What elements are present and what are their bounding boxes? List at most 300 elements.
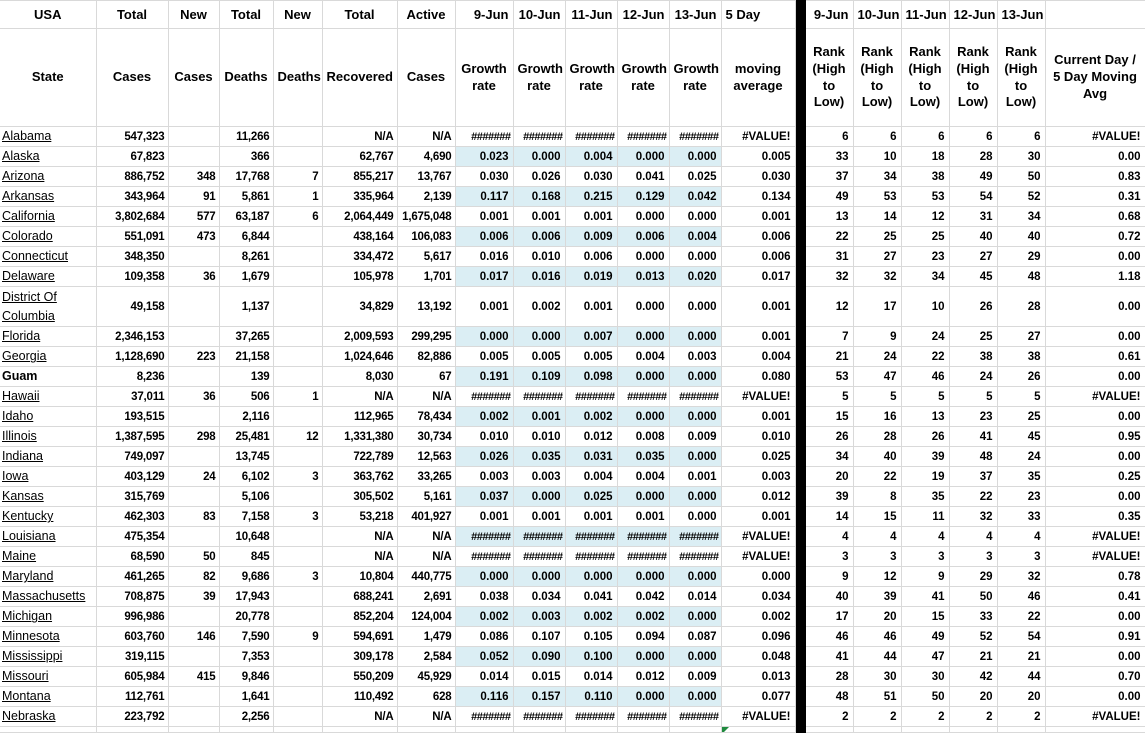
cell-rank-12jun[interactable]: 27 — [949, 247, 997, 267]
cell-active-cases[interactable]: 5,161 — [397, 487, 455, 507]
cell-current-day-ratio[interactable]: 0.00 — [1045, 327, 1145, 347]
cell-total-deaths[interactable]: 1,641 — [219, 687, 273, 707]
cell-active-cases[interactable]: 33,265 — [397, 467, 455, 487]
cell-growth-9jun[interactable]: 0.037 — [455, 487, 513, 507]
state-cell[interactable]: Michigan — [0, 607, 96, 627]
cell-growth-10jun[interactable]: 0.003 — [513, 467, 565, 487]
empty-cell[interactable] — [617, 727, 669, 733]
cell-recovered[interactable]: 335,964 — [322, 187, 397, 207]
cell-active-cases[interactable]: 2,584 — [397, 647, 455, 667]
cell-total-deaths[interactable]: 139 — [219, 367, 273, 387]
cell-new-cases[interactable]: 91 — [168, 187, 219, 207]
cell-new-cases[interactable]: 146 — [168, 627, 219, 647]
cell-growth-12jun[interactable]: 0.004 — [617, 347, 669, 367]
cell-active-cases[interactable]: N/A — [397, 527, 455, 547]
cell-new-deaths[interactable] — [273, 547, 322, 567]
cell-recovered[interactable]: 62,767 — [322, 147, 397, 167]
cell-total-deaths[interactable]: 6,844 — [219, 227, 273, 247]
cell-rank-9jun[interactable]: 20 — [805, 467, 853, 487]
column-header[interactable]: Growth rate — [513, 29, 565, 127]
column-header[interactable]: Cases — [168, 29, 219, 127]
cell-growth-12jun[interactable]: 0.008 — [617, 427, 669, 447]
cell-total-deaths[interactable]: 37,265 — [219, 327, 273, 347]
cell-5day-moving-average[interactable]: 0.001 — [721, 207, 795, 227]
cell-5day-moving-average[interactable]: 0.077 — [721, 687, 795, 707]
column-header[interactable]: USA — [0, 1, 96, 29]
cell-current-day-ratio[interactable]: 0.78 — [1045, 567, 1145, 587]
cell-total-deaths[interactable]: 25,481 — [219, 427, 273, 447]
cell-rank-10jun[interactable]: 10 — [853, 147, 901, 167]
cell-total-deaths[interactable]: 7,353 — [219, 647, 273, 667]
column-header[interactable]: Deaths — [273, 29, 322, 127]
cell-growth-11jun[interactable]: 0.031 — [565, 447, 617, 467]
cell-rank-12jun[interactable]: 50 — [949, 587, 997, 607]
cell-total-deaths[interactable]: 20,778 — [219, 607, 273, 627]
cell-growth-12jun[interactable]: 0.012 — [617, 667, 669, 687]
cell-rank-9jun[interactable]: 7 — [805, 327, 853, 347]
column-header[interactable]: Recovered — [322, 29, 397, 127]
cell-5day-moving-average[interactable]: 0.010 — [721, 427, 795, 447]
cell-recovered[interactable]: N/A — [322, 127, 397, 147]
cell-active-cases[interactable]: 82,886 — [397, 347, 455, 367]
cell-rank-9jun[interactable]: 3 — [805, 547, 853, 567]
cell-rank-9jun[interactable]: 22 — [805, 227, 853, 247]
cell-total-cases[interactable]: 348,350 — [96, 247, 168, 267]
cell-total-deaths[interactable]: 21,158 — [219, 347, 273, 367]
cell-growth-12jun[interactable]: ####### — [617, 707, 669, 727]
cell-new-cases[interactable] — [168, 487, 219, 507]
cell-growth-11jun[interactable]: 0.004 — [565, 147, 617, 167]
column-header[interactable]: Cases — [397, 29, 455, 127]
cell-new-cases[interactable] — [168, 147, 219, 167]
cell-growth-11jun[interactable]: ####### — [565, 387, 617, 407]
cell-rank-12jun[interactable]: 41 — [949, 427, 997, 447]
cell-rank-10jun[interactable]: 15 — [853, 507, 901, 527]
cell-rank-12jun[interactable]: 20 — [949, 687, 997, 707]
cell-growth-10jun[interactable]: 0.000 — [513, 147, 565, 167]
cell-current-day-ratio[interactable]: #VALUE! — [1045, 547, 1145, 567]
column-header[interactable]: Deaths — [219, 29, 273, 127]
empty-cell[interactable] — [721, 727, 795, 733]
cell-rank-11jun[interactable]: 6 — [901, 127, 949, 147]
cell-rank-11jun[interactable]: 15 — [901, 607, 949, 627]
column-header[interactable]: 13-Jun — [997, 1, 1045, 29]
cell-5day-moving-average[interactable]: 0.017 — [721, 267, 795, 287]
cell-recovered[interactable]: 550,209 — [322, 667, 397, 687]
cell-rank-13jun[interactable]: 54 — [997, 627, 1045, 647]
cell-new-deaths[interactable]: 7 — [273, 167, 322, 187]
cell-rank-13jun[interactable]: 45 — [997, 427, 1045, 447]
cell-total-cases[interactable]: 708,875 — [96, 587, 168, 607]
cell-recovered[interactable]: 2,064,449 — [322, 207, 397, 227]
cell-new-deaths[interactable]: 6 — [273, 207, 322, 227]
cell-rank-12jun[interactable]: 54 — [949, 187, 997, 207]
cell-5day-moving-average[interactable]: 0.006 — [721, 247, 795, 267]
cell-rank-10jun[interactable]: 51 — [853, 687, 901, 707]
cell-growth-11jun[interactable]: 0.005 — [565, 347, 617, 367]
cell-growth-9jun[interactable]: 0.001 — [455, 207, 513, 227]
cell-growth-9jun[interactable]: 0.000 — [455, 327, 513, 347]
cell-rank-13jun[interactable]: 21 — [997, 647, 1045, 667]
cell-growth-11jun[interactable]: ####### — [565, 707, 617, 727]
state-cell[interactable]: Kansas — [0, 487, 96, 507]
cell-new-deaths[interactable] — [273, 327, 322, 347]
cell-rank-10jun[interactable]: 3 — [853, 547, 901, 567]
cell-growth-11jun[interactable]: 0.007 — [565, 327, 617, 347]
cell-growth-12jun[interactable]: 0.000 — [617, 147, 669, 167]
cell-new-deaths[interactable]: 12 — [273, 427, 322, 447]
state-cell[interactable]: Hawaii — [0, 387, 96, 407]
column-header[interactable]: 10-Jun — [853, 1, 901, 29]
cell-rank-13jun[interactable]: 33 — [997, 507, 1045, 527]
cell-rank-11jun[interactable]: 10 — [901, 287, 949, 327]
cell-recovered[interactable]: N/A — [322, 547, 397, 567]
state-cell[interactable]: Missouri — [0, 667, 96, 687]
cell-growth-9jun[interactable]: 0.117 — [455, 187, 513, 207]
cell-rank-10jun[interactable]: 9 — [853, 327, 901, 347]
cell-growth-10jun[interactable]: 0.000 — [513, 567, 565, 587]
cell-new-deaths[interactable] — [273, 707, 322, 727]
cell-total-cases[interactable]: 996,986 — [96, 607, 168, 627]
cell-growth-10jun[interactable]: 0.000 — [513, 487, 565, 507]
cell-new-deaths[interactable] — [273, 287, 322, 327]
cell-current-day-ratio[interactable]: 0.00 — [1045, 147, 1145, 167]
cell-recovered[interactable]: 8,030 — [322, 367, 397, 387]
cell-recovered[interactable]: 1,331,380 — [322, 427, 397, 447]
cell-total-deaths[interactable]: 10,648 — [219, 527, 273, 547]
cell-growth-11jun[interactable]: ####### — [565, 127, 617, 147]
cell-active-cases[interactable]: N/A — [397, 127, 455, 147]
cell-total-deaths[interactable]: 2,256 — [219, 707, 273, 727]
cell-new-deaths[interactable] — [273, 367, 322, 387]
cell-growth-12jun[interactable]: 0.000 — [617, 487, 669, 507]
cell-rank-13jun[interactable]: 2 — [997, 707, 1045, 727]
empty-cell[interactable] — [513, 727, 565, 733]
cell-growth-9jun[interactable]: 0.006 — [455, 227, 513, 247]
cell-rank-9jun[interactable]: 33 — [805, 147, 853, 167]
cell-5day-moving-average[interactable]: 0.012 — [721, 487, 795, 507]
cell-growth-13jun[interactable]: 0.000 — [669, 367, 721, 387]
cell-rank-13jun[interactable]: 6 — [997, 127, 1045, 147]
cell-total-deaths[interactable]: 63,187 — [219, 207, 273, 227]
cell-rank-12jun[interactable]: 45 — [949, 267, 997, 287]
cell-growth-11jun[interactable]: 0.002 — [565, 607, 617, 627]
cell-total-cases[interactable]: 319,115 — [96, 647, 168, 667]
cell-total-cases[interactable]: 547,323 — [96, 127, 168, 147]
cell-active-cases[interactable]: 67 — [397, 367, 455, 387]
cell-growth-9jun[interactable]: 0.014 — [455, 667, 513, 687]
cell-rank-12jun[interactable]: 5 — [949, 387, 997, 407]
cell-active-cases[interactable]: 5,617 — [397, 247, 455, 267]
cell-rank-12jun[interactable]: 2 — [949, 707, 997, 727]
empty-cell[interactable] — [669, 727, 721, 733]
cell-new-cases[interactable] — [168, 407, 219, 427]
cell-growth-13jun[interactable]: 0.025 — [669, 167, 721, 187]
empty-cell[interactable] — [997, 727, 1045, 733]
cell-new-deaths[interactable]: 3 — [273, 467, 322, 487]
cell-total-deaths[interactable]: 5,106 — [219, 487, 273, 507]
state-cell[interactable]: Guam — [0, 367, 96, 387]
cell-5day-moving-average[interactable]: 0.001 — [721, 407, 795, 427]
cell-growth-12jun[interactable]: 0.041 — [617, 167, 669, 187]
cell-recovered[interactable]: 722,789 — [322, 447, 397, 467]
cell-rank-12jun[interactable]: 3 — [949, 547, 997, 567]
cell-growth-11jun[interactable]: 0.030 — [565, 167, 617, 187]
cell-growth-11jun[interactable]: 0.006 — [565, 247, 617, 267]
cell-rank-13jun[interactable]: 34 — [997, 207, 1045, 227]
cell-growth-12jun[interactable]: 0.013 — [617, 267, 669, 287]
cell-rank-12jun[interactable]: 24 — [949, 367, 997, 387]
cell-5day-moving-average[interactable]: 0.001 — [721, 327, 795, 347]
cell-growth-12jun[interactable]: 0.000 — [617, 647, 669, 667]
cell-total-cases[interactable]: 551,091 — [96, 227, 168, 247]
cell-5day-moving-average[interactable]: 0.003 — [721, 467, 795, 487]
column-header[interactable]: Rank (High to Low) — [997, 29, 1045, 127]
cell-current-day-ratio[interactable]: 0.95 — [1045, 427, 1145, 447]
cell-growth-11jun[interactable]: 0.110 — [565, 687, 617, 707]
cell-new-cases[interactable] — [168, 287, 219, 327]
cell-growth-10jun[interactable]: 0.003 — [513, 607, 565, 627]
empty-cell[interactable] — [0, 727, 96, 733]
cell-growth-9jun[interactable]: 0.016 — [455, 247, 513, 267]
cell-new-cases[interactable] — [168, 707, 219, 727]
cell-growth-9jun[interactable]: ####### — [455, 707, 513, 727]
cell-growth-11jun[interactable]: 0.004 — [565, 467, 617, 487]
cell-current-day-ratio[interactable]: 0.41 — [1045, 587, 1145, 607]
cell-5day-moving-average[interactable]: 0.080 — [721, 367, 795, 387]
cell-rank-10jun[interactable]: 28 — [853, 427, 901, 447]
cell-rank-12jun[interactable]: 38 — [949, 347, 997, 367]
cell-rank-10jun[interactable]: 6 — [853, 127, 901, 147]
cell-rank-11jun[interactable]: 41 — [901, 587, 949, 607]
cell-rank-12jun[interactable]: 37 — [949, 467, 997, 487]
cell-new-cases[interactable] — [168, 687, 219, 707]
cell-total-cases[interactable]: 749,097 — [96, 447, 168, 467]
cell-rank-11jun[interactable]: 4 — [901, 527, 949, 547]
cell-rank-10jun[interactable]: 8 — [853, 487, 901, 507]
cell-current-day-ratio[interactable]: 0.31 — [1045, 187, 1145, 207]
cell-growth-10jun[interactable]: 0.034 — [513, 587, 565, 607]
cell-rank-10jun[interactable]: 46 — [853, 627, 901, 647]
column-header[interactable]: 9-Jun — [455, 1, 513, 29]
cell-new-cases[interactable]: 82 — [168, 567, 219, 587]
column-header[interactable]: Cases — [96, 29, 168, 127]
cell-growth-10jun[interactable]: 0.168 — [513, 187, 565, 207]
cell-rank-11jun[interactable]: 22 — [901, 347, 949, 367]
cell-rank-9jun[interactable]: 5 — [805, 387, 853, 407]
cell-rank-9jun[interactable]: 14 — [805, 507, 853, 527]
cell-rank-13jun[interactable]: 44 — [997, 667, 1045, 687]
cell-rank-10jun[interactable]: 5 — [853, 387, 901, 407]
cell-total-deaths[interactable]: 845 — [219, 547, 273, 567]
cell-growth-11jun[interactable]: 0.025 — [565, 487, 617, 507]
cell-new-deaths[interactable]: 1 — [273, 387, 322, 407]
cell-growth-13jun[interactable]: 0.000 — [669, 487, 721, 507]
state-cell[interactable]: Delaware — [0, 267, 96, 287]
cell-growth-12jun[interactable]: 0.000 — [617, 327, 669, 347]
cell-rank-9jun[interactable]: 21 — [805, 347, 853, 367]
cell-growth-12jun[interactable]: 0.000 — [617, 247, 669, 267]
cell-current-day-ratio[interactable]: 0.91 — [1045, 627, 1145, 647]
cell-recovered[interactable]: 594,691 — [322, 627, 397, 647]
cell-total-cases[interactable]: 886,752 — [96, 167, 168, 187]
cell-growth-13jun[interactable]: ####### — [669, 707, 721, 727]
cell-active-cases[interactable]: 124,004 — [397, 607, 455, 627]
cell-rank-13jun[interactable]: 25 — [997, 407, 1045, 427]
cell-total-cases[interactable]: 8,236 — [96, 367, 168, 387]
cell-active-cases[interactable]: 401,927 — [397, 507, 455, 527]
state-cell[interactable]: Minnesota — [0, 627, 96, 647]
cell-growth-10jun[interactable]: 0.010 — [513, 427, 565, 447]
cell-rank-13jun[interactable]: 26 — [997, 367, 1045, 387]
cell-new-deaths[interactable] — [273, 147, 322, 167]
cell-rank-11jun[interactable]: 2 — [901, 707, 949, 727]
state-cell[interactable]: Connecticut — [0, 247, 96, 267]
cell-rank-9jun[interactable]: 34 — [805, 447, 853, 467]
cell-growth-12jun[interactable]: 0.002 — [617, 607, 669, 627]
cell-growth-10jun[interactable]: 0.015 — [513, 667, 565, 687]
cell-total-deaths[interactable]: 2,116 — [219, 407, 273, 427]
cell-new-cases[interactable]: 298 — [168, 427, 219, 447]
cell-new-cases[interactable] — [168, 327, 219, 347]
cell-rank-9jun[interactable]: 12 — [805, 287, 853, 327]
cell-rank-10jun[interactable]: 39 — [853, 587, 901, 607]
cell-5day-moving-average[interactable]: #VALUE! — [721, 387, 795, 407]
cell-growth-10jun[interactable]: ####### — [513, 387, 565, 407]
cell-5day-moving-average[interactable]: 0.001 — [721, 287, 795, 327]
cell-recovered[interactable]: 105,978 — [322, 267, 397, 287]
column-header[interactable]: 5 Day — [721, 1, 795, 29]
cell-rank-9jun[interactable]: 31 — [805, 247, 853, 267]
cell-current-day-ratio[interactable]: 0.61 — [1045, 347, 1145, 367]
empty-cell[interactable] — [901, 727, 949, 733]
cell-growth-10jun[interactable]: 0.157 — [513, 687, 565, 707]
cell-rank-13jun[interactable]: 52 — [997, 187, 1045, 207]
state-cell[interactable]: District Of Columbia — [0, 287, 96, 327]
cell-5day-moving-average[interactable]: 0.000 — [721, 567, 795, 587]
cell-active-cases[interactable]: N/A — [397, 387, 455, 407]
cell-recovered[interactable]: 2,009,593 — [322, 327, 397, 347]
state-cell[interactable]: Louisiana — [0, 527, 96, 547]
cell-rank-11jun[interactable]: 35 — [901, 487, 949, 507]
cell-rank-11jun[interactable]: 12 — [901, 207, 949, 227]
state-cell[interactable]: Massachusetts — [0, 587, 96, 607]
state-cell[interactable]: Iowa — [0, 467, 96, 487]
column-header[interactable]: 12-Jun — [949, 1, 997, 29]
cell-total-cases[interactable]: 462,303 — [96, 507, 168, 527]
cell-rank-9jun[interactable]: 32 — [805, 267, 853, 287]
cell-recovered[interactable]: N/A — [322, 527, 397, 547]
cell-rank-12jun[interactable]: 22 — [949, 487, 997, 507]
cell-growth-12jun[interactable]: 0.004 — [617, 467, 669, 487]
cell-total-cases[interactable]: 461,265 — [96, 567, 168, 587]
cell-growth-11jun[interactable]: 0.215 — [565, 187, 617, 207]
cell-new-cases[interactable] — [168, 447, 219, 467]
column-header[interactable]: Total — [322, 1, 397, 29]
state-cell[interactable]: Colorado — [0, 227, 96, 247]
cell-growth-9jun[interactable]: 0.000 — [455, 567, 513, 587]
cell-growth-13jun[interactable]: 0.000 — [669, 247, 721, 267]
cell-current-day-ratio[interactable]: 0.70 — [1045, 667, 1145, 687]
cell-growth-13jun[interactable]: ####### — [669, 527, 721, 547]
cell-rank-9jun[interactable]: 2 — [805, 707, 853, 727]
cell-current-day-ratio[interactable]: #VALUE! — [1045, 387, 1145, 407]
column-header[interactable]: 13-Jun — [669, 1, 721, 29]
cell-rank-9jun[interactable]: 26 — [805, 427, 853, 447]
cell-growth-9jun[interactable]: 0.191 — [455, 367, 513, 387]
cell-active-cases[interactable]: 4,690 — [397, 147, 455, 167]
column-header[interactable]: Rank (High to Low) — [805, 29, 853, 127]
cell-rank-13jun[interactable]: 40 — [997, 227, 1045, 247]
cell-new-cases[interactable]: 83 — [168, 507, 219, 527]
cell-new-deaths[interactable] — [273, 647, 322, 667]
cell-new-deaths[interactable] — [273, 527, 322, 547]
cell-rank-11jun[interactable]: 3 — [901, 547, 949, 567]
cell-rank-13jun[interactable]: 28 — [997, 287, 1045, 327]
cell-growth-12jun[interactable]: ####### — [617, 387, 669, 407]
cell-growth-9jun[interactable]: 0.003 — [455, 467, 513, 487]
cell-new-cases[interactable] — [168, 247, 219, 267]
cell-rank-10jun[interactable]: 2 — [853, 707, 901, 727]
column-header[interactable]: Total — [96, 1, 168, 29]
cell-rank-12jun[interactable]: 48 — [949, 447, 997, 467]
cell-growth-12jun[interactable]: 0.000 — [617, 207, 669, 227]
cell-current-day-ratio[interactable]: 0.35 — [1045, 507, 1145, 527]
cell-rank-11jun[interactable]: 19 — [901, 467, 949, 487]
cell-growth-11jun[interactable]: ####### — [565, 527, 617, 547]
column-header[interactable]: Current Day / 5 Day Moving Avg — [1045, 29, 1145, 127]
cell-rank-12jun[interactable]: 6 — [949, 127, 997, 147]
cell-recovered[interactable]: 1,024,646 — [322, 347, 397, 367]
cell-new-cases[interactable] — [168, 527, 219, 547]
cell-active-cases[interactable]: 13,192 — [397, 287, 455, 327]
cell-rank-13jun[interactable]: 20 — [997, 687, 1045, 707]
cell-total-cases[interactable]: 49,158 — [96, 287, 168, 327]
cell-growth-13jun[interactable]: 0.087 — [669, 627, 721, 647]
cell-rank-11jun[interactable]: 26 — [901, 427, 949, 447]
column-header[interactable]: State — [0, 29, 96, 127]
cell-current-day-ratio[interactable]: #VALUE! — [1045, 127, 1145, 147]
cell-current-day-ratio[interactable]: 0.72 — [1045, 227, 1145, 247]
cell-active-cases[interactable]: 30,734 — [397, 427, 455, 447]
cell-new-cases[interactable]: 348 — [168, 167, 219, 187]
cell-active-cases[interactable]: 78,434 — [397, 407, 455, 427]
cell-new-deaths[interactable]: 9 — [273, 627, 322, 647]
state-cell[interactable]: Indiana — [0, 447, 96, 467]
column-header[interactable]: Total — [219, 1, 273, 29]
cell-current-day-ratio[interactable]: 0.00 — [1045, 367, 1145, 387]
empty-cell[interactable] — [565, 727, 617, 733]
cell-current-day-ratio[interactable]: 0.00 — [1045, 607, 1145, 627]
cell-5day-moving-average[interactable]: 0.034 — [721, 587, 795, 607]
cell-growth-9jun[interactable]: 0.026 — [455, 447, 513, 467]
cell-new-cases[interactable]: 473 — [168, 227, 219, 247]
cell-rank-10jun[interactable]: 40 — [853, 447, 901, 467]
cell-growth-11jun[interactable]: 0.105 — [565, 627, 617, 647]
cell-growth-11jun[interactable]: 0.100 — [565, 647, 617, 667]
cell-new-cases[interactable]: 50 — [168, 547, 219, 567]
cell-growth-12jun[interactable]: 0.094 — [617, 627, 669, 647]
cell-current-day-ratio[interactable]: 0.25 — [1045, 467, 1145, 487]
cell-growth-10jun[interactable]: ####### — [513, 547, 565, 567]
cell-rank-11jun[interactable]: 38 — [901, 167, 949, 187]
state-cell[interactable]: Kentucky — [0, 507, 96, 527]
cell-rank-9jun[interactable]: 39 — [805, 487, 853, 507]
cell-current-day-ratio[interactable]: 0.00 — [1045, 407, 1145, 427]
cell-current-day-ratio[interactable]: 0.00 — [1045, 247, 1145, 267]
cell-active-cases[interactable]: 2,691 — [397, 587, 455, 607]
cell-growth-13jun[interactable]: 0.042 — [669, 187, 721, 207]
